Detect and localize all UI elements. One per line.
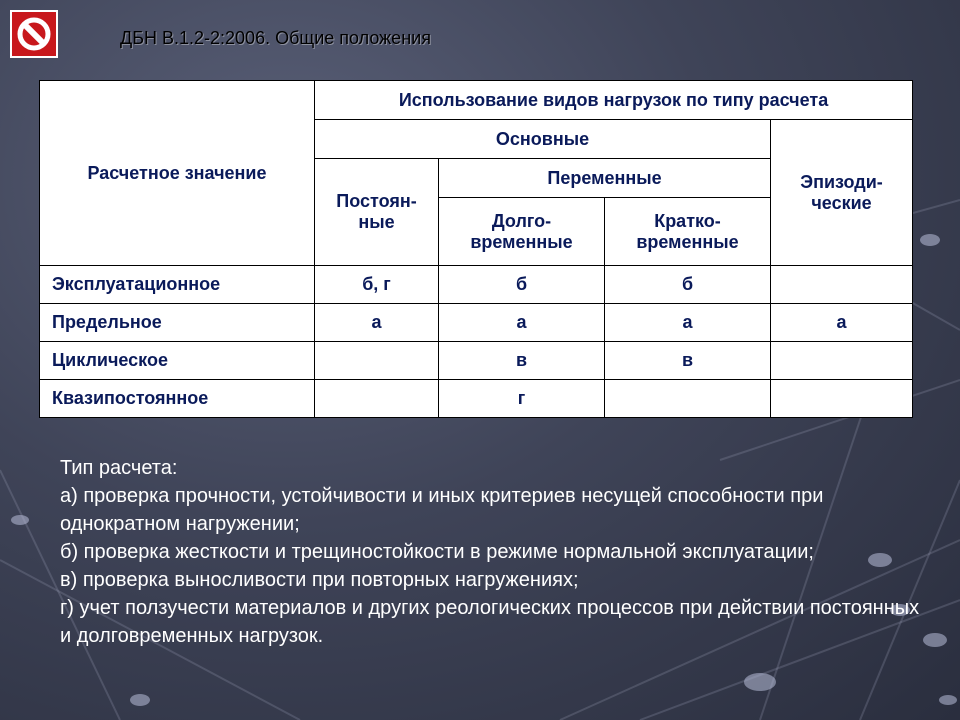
row-label: Циклическое — [40, 342, 315, 380]
cell-episodic: а — [771, 304, 913, 342]
table-row — [40, 342, 913, 380]
cell-short-term: в — [605, 342, 771, 380]
logo — [10, 10, 58, 58]
header-long-term: Долго- временные — [439, 198, 605, 266]
no-sign-icon — [12, 12, 56, 56]
note-b: б) проверка жесткости и трещиностойкости в режиме нормальной эксплуатации; — [60, 541, 814, 563]
table-row — [40, 266, 913, 304]
cell-permanent: а — [315, 304, 439, 342]
cell-long-term: а — [439, 304, 605, 342]
note-c: в) проверка выносливости при повторных нагружениях; — [60, 569, 579, 591]
table-row — [40, 380, 913, 418]
page-title: ДБН В.1.2-2:2006. Общие положения — [120, 28, 431, 48]
header-episodic: Эпизоди- ческие — [771, 120, 913, 266]
cell-long-term: в — [439, 342, 605, 380]
loads-table — [39, 80, 913, 418]
note-a: а) проверка прочности, устойчивости и иных критериев несущей способности при однократном нагружении; — [60, 485, 824, 535]
cell-short-term: а — [605, 304, 771, 342]
row-label: Квазипостоянное — [40, 380, 315, 418]
cell-short-term: б — [605, 266, 771, 304]
cell-permanent: б, г — [315, 266, 439, 304]
cell-episodic — [771, 342, 913, 380]
cell-long-term: б — [439, 266, 605, 304]
header-usage: Использование видов нагрузок по типу расчета — [315, 81, 913, 120]
table-row — [40, 304, 913, 342]
header-main: Основные — [315, 120, 771, 159]
cell-long-term: г — [439, 380, 605, 418]
notes-title: Тип расчета: — [60, 457, 178, 479]
cell-permanent — [315, 342, 439, 380]
header-variable: Переменные — [439, 159, 771, 198]
row-label: Эксплуатационное — [40, 266, 315, 304]
header-calculated-value: Расчетное значение — [40, 81, 315, 266]
cell-permanent — [315, 380, 439, 418]
cell-episodic — [771, 266, 913, 304]
header-permanent: Постоян- ные — [315, 159, 439, 266]
note-d: г) учет ползучести материалов и других реологических процессов при действии постоянных и долговременных нагрузок. — [60, 597, 920, 647]
calculation-types-notes — [60, 454, 920, 650]
cell-short-term — [605, 380, 771, 418]
row-label: Предельное — [40, 304, 315, 342]
header-short-term: Кратко- временные — [605, 198, 771, 266]
cell-episodic — [771, 380, 913, 418]
